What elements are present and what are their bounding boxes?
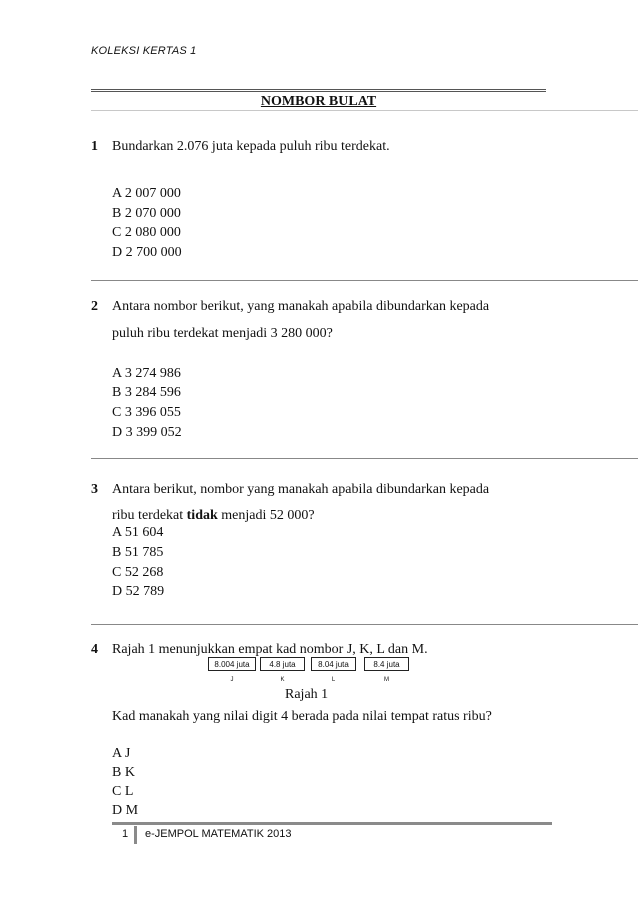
- question-2-option-a: A 3 274 986: [112, 366, 181, 381]
- question-3-emphasis: tidak: [186, 508, 218, 523]
- question-3-number: 3: [91, 482, 98, 497]
- question-3-option-c: C 52 268: [112, 565, 164, 580]
- number-card-m-label: M: [384, 677, 389, 683]
- title-rule-top-2: [91, 91, 546, 92]
- number-card-m: 8.4 juta: [364, 657, 409, 671]
- separator-2: [91, 458, 638, 459]
- separator-3: [91, 624, 638, 625]
- question-1-number: 1: [91, 139, 98, 154]
- question-4-option-a: A J: [112, 746, 131, 761]
- question-3-option-a: A 51 604: [112, 525, 164, 540]
- question-1-text: Bundarkan 2.076 juta kepada puluh ribu terdekat.: [112, 139, 390, 154]
- question-3-option-d: D 52 789: [112, 584, 165, 599]
- question-3-text-pre: ribu terdekat: [112, 508, 187, 523]
- number-card-l-label: L: [331, 677, 336, 683]
- question-2-text-line-1: Antara nombor berikut, yang manakah apabila dibundarkan kepada: [112, 299, 490, 314]
- question-4-option-d: D M: [112, 803, 139, 818]
- number-card-k: 4.8 juta: [260, 657, 305, 671]
- title-rule-bottom: [91, 110, 638, 111]
- question-2-option-c: C 3 396 055: [112, 405, 181, 420]
- number-card-k-label: K: [280, 677, 285, 683]
- question-4-option-c: C L: [112, 784, 134, 799]
- question-4-option-b: B K: [112, 765, 135, 780]
- page-title: NOMBOR BULAT: [260, 94, 377, 109]
- question-3-text-line-2: [112, 507, 315, 525]
- footer-divider: [134, 826, 137, 844]
- question-2-option-b: B 3 284 596: [112, 385, 181, 400]
- title-rule-top: [91, 89, 546, 90]
- question-3-option-b: B 51 785: [112, 545, 164, 560]
- number-card-l: 8.04 juta: [311, 657, 356, 671]
- question-1-option-b: B 2 070 000: [112, 206, 181, 221]
- question-4-text: Rajah 1 menunjukkan empat kad nombor J, K, L dan M.: [112, 642, 428, 657]
- question-4-question: Kad manakah yang nilai digit 4 berada pada nilai tempat ratus ribu?: [112, 709, 492, 724]
- footer-page-number: 1: [122, 828, 129, 840]
- footer-text: e-JEMPOL MATEMATIK 2013: [145, 828, 292, 840]
- question-3-text-line-1: Antara berikut, nombor yang manakah apabila dibundarkan kepada: [112, 482, 490, 497]
- collection-header: KOLEKSI KERTAS 1: [91, 45, 197, 57]
- question-1-option-d: D 2 700 000: [112, 245, 182, 260]
- question-4-number: 4: [91, 642, 98, 657]
- question-2-option-d: D 3 399 052: [112, 425, 182, 440]
- number-card-j-label: J: [230, 677, 234, 683]
- question-1-option-c: C 2 080 000: [112, 225, 181, 240]
- question-2-number: 2: [91, 299, 98, 314]
- question-1-option-a: A 2 007 000: [112, 186, 181, 201]
- separator-1: [91, 280, 638, 281]
- question-3-text-post: menjadi 52 000?: [217, 508, 315, 523]
- number-card-j: 8.004 juta: [208, 657, 256, 671]
- question-2-text-line-2: puluh ribu terdekat menjadi 3 280 000?: [112, 326, 333, 341]
- footer-rule: [112, 822, 552, 825]
- figure-caption: Rajah 1: [285, 687, 329, 702]
